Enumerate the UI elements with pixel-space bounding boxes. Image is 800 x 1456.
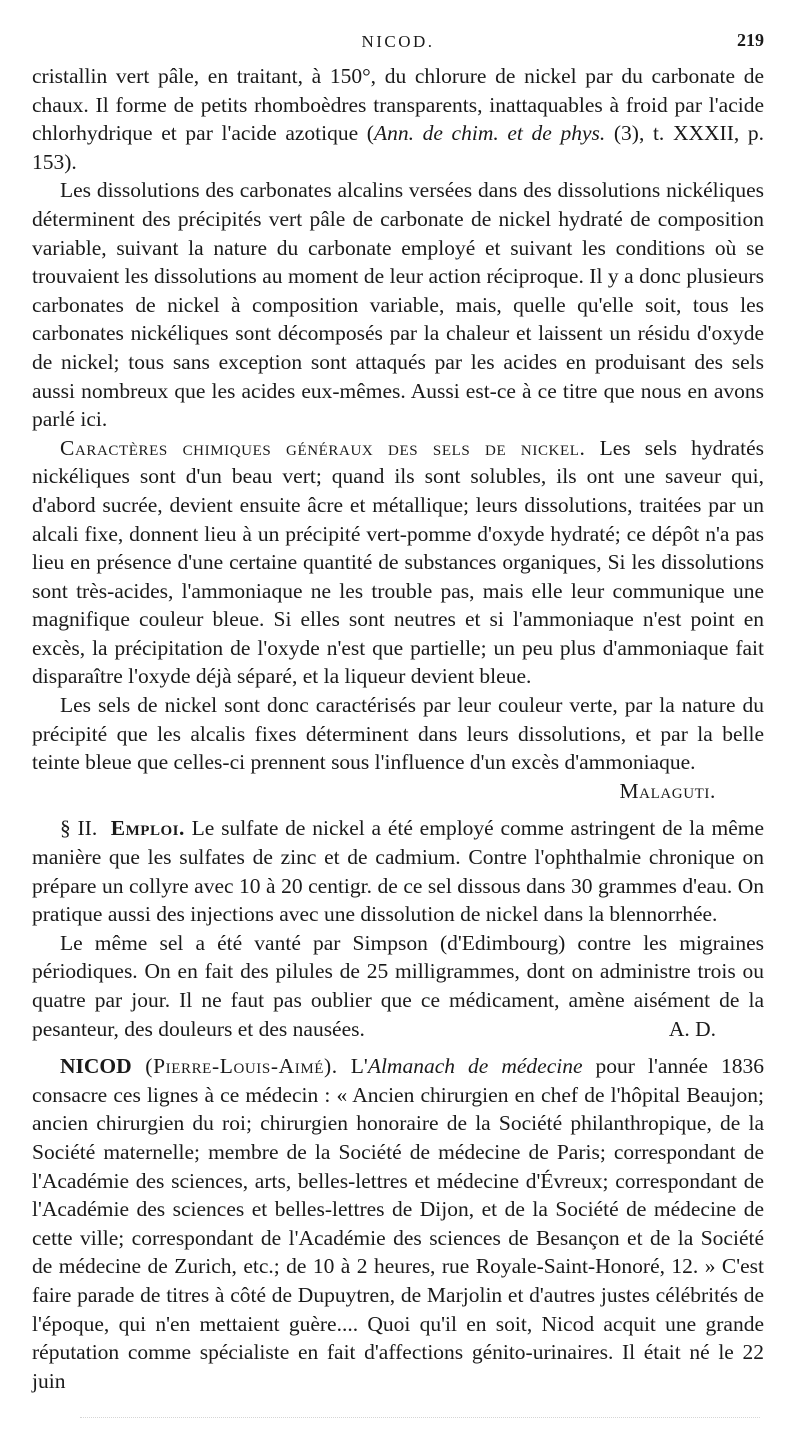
paragraph-text: Les sels de nickel sont donc caractérisés par leur couleur verte, par la nature du précipité que les alcalis fixes déterminent dans leurs dissolutions, et par la belle teinte bleue que celles-ci prennent sous l'influence d'un excès d'ammoniaque.: [32, 693, 764, 775]
section-mark: § II.: [60, 816, 98, 841]
paragraph-text: cristallin vert pâle, en traitant, à 150°, du chlorure de nickel par du carbonate de chaux. Il forme de petits rhomboèdres transparents, inattaquables à froid par l'acide chlorhydrique et par l'acide azotique (: [32, 64, 764, 146]
entry-name: NICOD: [60, 1054, 132, 1079]
paragraph-nicod-entry: [32, 1052, 764, 1395]
page-number: 219: [737, 30, 764, 50]
paragraph-text: Le même sel a été vanté par Simpson (d'Edimbourg) contre les migraines périodiques. On en fait des pilules de 25 milligrammes, dont on administre trois ou quatre par jour. Il ne faut pas oublier que ce médicament, amène aisément de la pesanteur, des douleurs et des nausées.: [32, 930, 764, 1041]
page-header: [32, 28, 764, 58]
body-text: [32, 62, 764, 1395]
paragraph-emploi: [32, 814, 764, 928]
citation-reference: (3), t. XXXII, p. 153).: [32, 121, 764, 174]
work-title: Almanach de médecine: [367, 1054, 583, 1079]
running-title: NICOD.: [361, 32, 435, 51]
entry-given-names: (Pierre-Louis-Aimé).: [131, 1054, 338, 1079]
paragraph-text: Les sels hydratés nickéliques sont d'un beau vert; quand ils sont solubles, ils ont une saveur qui, d'abord sucrée, devient ensuite âcre et métallique; leurs dissolutions, traitées par un alcali fixe, donnent lieu à un précipité vert-pomme d'oxyde hydraté; ce dépôt n'a pas lieu en présence d'une certaine quantité de substances organiques, Si les dissolutions sont très-acides, l'ammoniaque ne les trouble pas, mais elle leur communique une magnifique couleur bleue. Si elles sont neutres et si l'ammoniaque n'est point en excès, la précipitation de l'oxyde n'est que partielle; un peu plus d'ammoniaque fait disparaître l'oxyde déjà séparé, et la liqueur devient bleue.: [32, 435, 764, 689]
section-heading: Caractères chimiques généraux des sels de nickel.: [60, 435, 586, 460]
paragraph-carbonate-end: [32, 62, 764, 176]
author-signature: A. D.: [668, 1016, 716, 1041]
section-heading: Emploi.: [110, 816, 185, 841]
author-signature: Malaguti.: [619, 778, 716, 803]
paragraph-simpson: [32, 929, 764, 1043]
citation-title: Ann. de chim. et de phys.: [373, 121, 606, 146]
paragraph-chemical-characters: [32, 434, 764, 691]
paragraph-text: Les dissolutions des carbonates alcalins versées dans des dissolutions nickéliques déterminent des précipités vert pâle de carbonate de nickel hydraté de composition variable, suivant la nature du carbonate employé et suivant les conditions où se trouvaient les dissolutions au moment de leur action réciproque. Il y a donc plusieurs carbonates de nickel à composition variable, mais, quelle qu'elle soit, tous les carbonates nickéliques sont décomposés par la chaleur et laissent un résidu d'oxyde de nickel; tous sans exception sont attaqués par les acides en produisant des sels aussi nombreux que les acides eux-mêmes. Aussi est-ce à ce titre que nous en avons parlé ici.: [32, 178, 764, 432]
paragraph-summary: [32, 691, 764, 805]
bottom-margin-specks: [80, 1417, 760, 1421]
paragraph-text: pour l'année 1836 consacre ces lignes à ce médecin : « Ancien chirurgien en chef de l'hôpital Beaujon; ancien chirurgien du roi; chirurgien honoraire de la Société philanthropique, de la Société maternelle; membre de la Société de médecine de Paris; correspondant de l'Académie des sciences, arts, belles-lettres et médecine d'Évreux; correspondant de l'Académie des sciences et belles-lettres de Dijon, et de la Société de médecine de cette ville; correspondant de l'Académie des sciences de Besançon et de la Société de médecine de Zurich, etc.; de 10 à 2 heures, rue Royale-Saint-Honoré, 12. » C'est faire parade de titres à côté de Dupuytren, de Marjolin et d'autres justes célébrités de l'époque, qui n'en mettaient guère.... Quoi qu'il en soit, Nicod acquit une grande réputation comme spécialiste en fait d'affections génito-urinaires. Il était né le 22 juin: [32, 1054, 764, 1393]
entry-intro: L': [337, 1054, 368, 1079]
paragraph-text: Le sulfate de nickel a été employé comme astringent de la même manière que les sulfates de zinc et de cadmium. Contre l'ophthalmie chronique on prépare un collyre avec 10 à 20 centigr. de ce sel dissous dans 30 grammes d'eau. On pratique aussi des injections avec une dissolution de nickel dans la blennorrhée.: [32, 816, 765, 927]
paragraph-carbonates: [32, 176, 764, 433]
